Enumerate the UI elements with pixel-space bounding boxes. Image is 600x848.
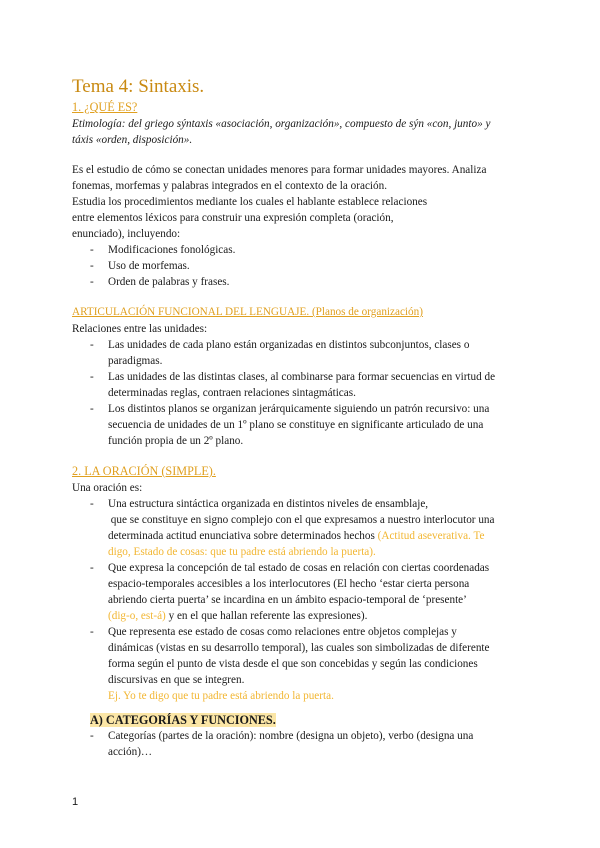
subsection-heading-categorias [90, 712, 528, 728]
list-line: discursivas en que se integren. [108, 674, 245, 686]
definition-paragraph [72, 162, 528, 242]
paragraph-line: Es el estudio de cómo se conectan unidades menores para formar unidades mayores. Analiza [72, 164, 487, 176]
etymology-line: táxis «orden, disposición». [72, 134, 193, 146]
list-line: función propia de un 2º plano. [108, 435, 244, 447]
list-line: forma según el punto de vista desde el que son concebidas y según las condiciones [108, 658, 478, 670]
paragraph-line: enunciado), incluyendo: [72, 228, 181, 240]
etymology-line: Etimología: del griego sýntaxis «asociación, organización», compuesto de sýn «con, junto» y [72, 118, 491, 130]
list-line: abriendo cierta puerta’ se incardina en un ámbito espacio-temporal de ‘presente’ [108, 594, 467, 606]
list-item [72, 496, 528, 560]
document-content [72, 76, 528, 760]
subsection-heading-text: A) CATEGORÍAS Y FUNCIONES. [90, 713, 276, 727]
page-number: 1 [72, 796, 79, 808]
includes-list [72, 242, 528, 290]
list-line: - Las unidades de cada plano están organizadas en distintos subconjuntos, clases o [108, 339, 470, 351]
example-note: digo, Estado de cosas: que tu padre está abriendo la puerta). [108, 546, 376, 558]
list-item: - Orden de palabras y frases. [72, 274, 528, 290]
list-item [72, 728, 528, 760]
paragraph-line: fonemas, morfemas y palabras integrados en el contexto de la oración. [72, 180, 387, 192]
list-line: - Categorías (partes de la oración): nombre (designa un objeto), verbo (designa una [108, 730, 474, 742]
list-item: - Modificaciones fonológicas. [72, 242, 528, 258]
list-line: - Que representa ese estado de cosas como relaciones entre objetos complejas y [108, 626, 457, 638]
categorias-list [72, 728, 528, 760]
example-note: (Actitud aseverativa. Te [374, 530, 485, 542]
example-note: (dig-o, est-á) [108, 610, 166, 622]
list-item [72, 560, 528, 624]
list-text: determinada actitud enunciativa sobre determinados hechos [108, 530, 375, 542]
list-line: acción)… [108, 746, 153, 758]
section-heading-que-es: 1. ¿QUÉ ES? [72, 100, 138, 114]
oracion-intro: Una oración es: [72, 482, 143, 494]
paragraph-line: entre elementos léxicos para construir una expresión completa (oración, [72, 212, 394, 224]
list-line: dinámicas (vistas en su desarrollo temporal), las cuales son simbolizadas de diferente [108, 642, 490, 654]
list-line: - Una estructura sintáctica organizada en distintos niveles de ensamblaje, [108, 498, 429, 510]
page-title: Tema 4: Sintaxis. [72, 76, 205, 97]
list-line: que se constituye en signo complejo con el que expresamos a nuestro interlocutor una [108, 514, 495, 526]
list-line: - Los distintos planos se organizan jerárquicamente siguiendo un patrón recursivo: una [108, 403, 490, 415]
list-line: secuencia de unidades de un 1º plano se constituye en significante articulado de una [108, 419, 484, 431]
list-item [72, 401, 528, 449]
list-line: - Que expresa la concepción de tal estado de cosas en relación con ciertas coordenadas [108, 562, 490, 574]
etymology [72, 116, 528, 148]
list-line [108, 528, 528, 544]
example-note: Ej. Yo te digo que tu padre está abriendo la puerta. [108, 690, 334, 702]
relations-list [72, 337, 528, 449]
list-line: determinadas reglas, contraen relaciones sintagmáticas. [108, 387, 356, 399]
list-line: - Las unidades de las distintas clases, al combinarse para formar secuencias en virtud de [108, 371, 496, 383]
paragraph-line: Estudia los procedimientos mediante los cuales el hablante establece relaciones [72, 196, 428, 208]
section-heading-oracion: 2. LA ORACIÓN (SIMPLE). [72, 464, 216, 478]
list-line: paradigmas. [108, 355, 163, 367]
list-item [72, 369, 528, 401]
list-text: y en el que hallan referente las expresiones). [165, 610, 368, 622]
list-line [108, 608, 528, 624]
list-item [72, 337, 528, 369]
relations-intro: Relaciones entre las unidades: [72, 323, 208, 335]
oracion-list [72, 496, 528, 704]
section-heading-articulacion: ARTICULACIÓN FUNCIONAL DEL LENGUAJE. (Planos de organización) [72, 306, 423, 318]
list-item: - Uso de morfemas. [72, 258, 528, 274]
list-item [72, 624, 528, 704]
list-line: espacio-temporales accesibles a los interlocutores (El hecho ‘estar cierta persona [108, 578, 470, 590]
